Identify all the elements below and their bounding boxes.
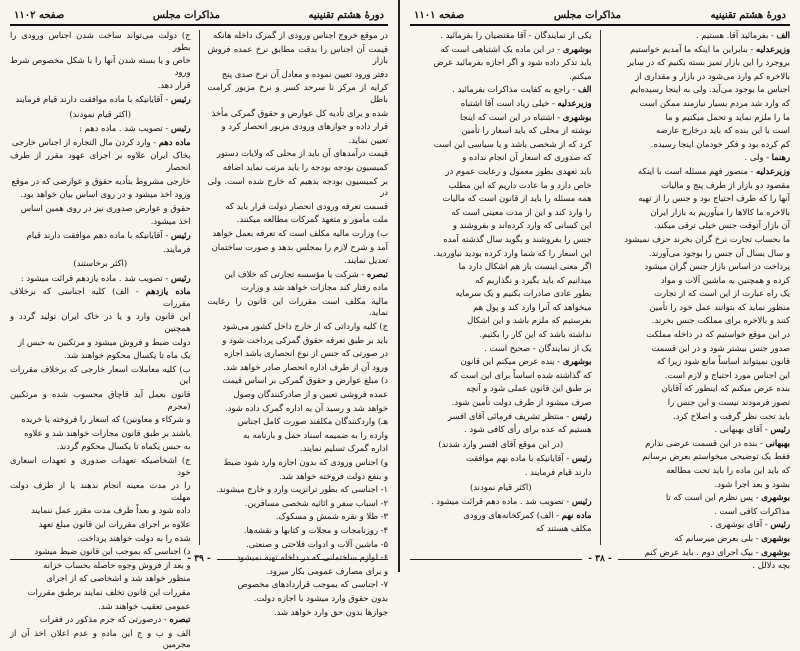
right-page-footer (410, 552, 790, 566)
footer-rule (410, 559, 582, 560)
text-line: بوشهری - پس نظرم این است که تا (665, 492, 790, 503)
text-line: مکلف هستند که (535, 523, 592, 534)
left-header-page: صفحه ۱۱۰۲ (14, 9, 65, 21)
text-line: بوشهری - بیک اجرای دوم . باید عرض کنم (644, 546, 790, 557)
text-line: منظور نماید که بتوانند عمل خود را تأمین (649, 301, 790, 312)
text-line: بدون حقوق وارد میشود با اجازه دولت. (253, 592, 388, 603)
text-line: صدور جنس بیشتر شود و در این قسمت (651, 342, 790, 353)
column-rule (199, 30, 200, 545)
text-line: تصور فرمودند نیست و این جنس را (667, 397, 790, 408)
text-line: منظور خواهد شد و اشخاصی که از اجرای (46, 573, 191, 584)
text-line: پرداخت در اساس بازار جنس گران میشود (644, 261, 790, 272)
text-line: تبصره - شرکت یا مؤسسه تجارتی که خلاف این (224, 268, 388, 279)
text-line: ما بحساب تجارت نرخ گران بخرند حرف نمیشود (624, 233, 790, 244)
text-line: آنها را که طرف احتیاج بود و جنس را از تهیه (638, 193, 790, 204)
text-line: قانون نمیتواند اساساً مانع شود زیرا که (656, 356, 790, 367)
text-line: ۱- اجناسی که بطور ترانزیت وارد و خارج میشوند. (216, 484, 388, 495)
text-line: یک از نمایندگان - صحیح است . (484, 342, 592, 353)
text-line: قیمت درآمدهای آن باید از محلی که ولایات دستور (216, 148, 388, 159)
text-line: ۲- اسباب سفر و اثاثیه شخصی مسافرین. (244, 497, 388, 508)
text-line: بالاخره کم وارد می‌شود در بازار و مقداری از (635, 70, 790, 81)
text-line: ج) کلیه وارداتی که از خارج داخل کشور می‌شود (222, 321, 388, 332)
left-page (0, 0, 400, 650)
text-line: بفرستیم که ملزم باشد و این اشکال (467, 315, 592, 326)
text-line: در صورتی که جنس از نوع انحصاری باشد اجازه (223, 348, 388, 359)
text-line: بشود و بعد اجرا شود. (714, 478, 790, 489)
text-line: فقط یک توضیحی میخواستم بعرض برسانم (642, 451, 790, 462)
text-line: ۵- ماشین آلات و ادوات فلاحتی و صنعتی. (246, 538, 388, 549)
text-line: علاوه بر اجرای مقررات این قانون مبلغ تعهد (38, 518, 191, 529)
text-line: یک ماه تا یکسال محکوم خواهند شد. (64, 350, 191, 361)
text-line: بالاخره ما کالاها را میآوریم به بازار ایران (650, 206, 790, 217)
text-line: کم کرده بود و فکر خودمان اینجا رسیده. (650, 138, 790, 149)
text-line: وارده را به ضمیمه اسناد حمل و بارنامه به (242, 429, 388, 440)
text-line: وزیرعدلیه - خیلی زیاد است آقا اشتباه (460, 97, 592, 108)
text-line: میکنم. (569, 70, 592, 81)
left-header-term: دورهٔ هشتم تقنینیه (308, 9, 384, 21)
text-line: بچه دلالل . (752, 560, 790, 571)
right-page-column-right (609, 30, 791, 571)
text-line: اجناس ما بوجود می‌آید. ولی به اینجا رسیده‌ایم (630, 84, 790, 95)
left-page-footer (10, 552, 388, 566)
text-line: و سال بسال آن جنس را بوجود می‌آورند. (648, 247, 790, 258)
text-line: بوشهری - بلی بعرض میرسانم که (674, 532, 790, 543)
text-line: دفتر ورود تعیین نموده و معادل آن نرخ صدی پنج (221, 68, 388, 79)
text-line: حقوق و عوارض صدوری نیز در روی همین اساس (20, 202, 191, 213)
text-line: هستیم که عده برای رأی کافی شود . (464, 424, 592, 435)
text-line: و بنفع دولت فروخته خواهد شد. (278, 470, 388, 481)
text-line: را وارد کند و این از مدت معینی است که (451, 206, 592, 217)
text-line: که باید این ماده را باید تحت مطالعه (666, 465, 790, 475)
text-line: رهنما - ولی . (744, 152, 790, 163)
text-line: قسمت تعرفه ورودی انحصار دولت قرار باید که (225, 200, 388, 211)
text-line: الف و ب و ج این ماده و عدم اعلان اخذ آن از مجرمین (9, 627, 191, 650)
text-line: بهبهانی - بنده در این قسمت عرضی ندارم (645, 437, 790, 448)
text-line: ۷- اجناسی که بموجب قراردادهای مخصوص (237, 579, 388, 590)
text-line: صرف میشود از طرف دولت تأمین شود. (451, 397, 592, 408)
text-line: بطور عادی صادرات بکنیم و یک سرمایه (455, 288, 592, 299)
footer-rule (10, 559, 181, 560)
text-line: ملت مأمور و متعهد گمرکات مطالعه میکنند. (236, 214, 388, 225)
text-line: وزیرعدلیه - منصور فهم مسئله است با اینکه (637, 165, 790, 176)
text-line: است یا این بنده که باید درخارج عارضه (656, 125, 790, 136)
text-line: جوازها بدون حق وارد خواهد شد. (273, 606, 388, 617)
text-line: آن بازار آنوقت جنس خیلی ترقی میکند. (654, 220, 790, 231)
text-line: عمومی تعقیب خواهند شد. (98, 600, 191, 611)
text-line: د) مبلغ عوارض و حقوق گمرکی بر اساس قیمت (222, 375, 388, 386)
text-line: بر کمیسیون بودجه بدهیم که خارج شده است. ولی در (207, 175, 388, 198)
text-line: باید تذکر داده شود و اگر اجازه بفرمائید عرض (433, 57, 592, 68)
text-line: تبصره - درصورتی که جرم مذکور در فقرات (39, 614, 191, 625)
left-page-column-right (207, 30, 388, 617)
text-line: باید بر طبق تعرفه حقوق گمرکی پرداخت شود و (222, 334, 388, 345)
column-rule (600, 30, 601, 545)
text-line: آمد و شرح لازم را بمجلس بدهد و صورت ساختمان (211, 241, 388, 252)
text-line: باید تعهدی بطور معمول و رعایت عموم در (445, 165, 592, 176)
right-page-number: - ۳۸ - (588, 554, 612, 564)
right-page-header (410, 6, 790, 26)
text-line: میدانیم که باید بگیرد و نگذاریم که (475, 274, 592, 285)
text-line: هـ) واردکنندگان مکلفند صورت کامل اجناس (237, 416, 388, 427)
text-line: دارند قیام فرمایند . (524, 467, 592, 477)
text-line: یکی از نمایندگان - آقا مقتضیان را بفرمائید . (440, 30, 592, 40)
text-line: این اجناس مورد احتیاج و لازم است. (664, 369, 790, 380)
text-line: الف - راجع به کفایت مذاکرات بفرمائید . (452, 84, 592, 95)
text-line: باشند بر طبق قانون مجازات خواهند شد و علاوه (24, 427, 191, 438)
text-line: باید تحت نظر گرفت و اصلاح کرد. (672, 410, 790, 421)
text-line: ورود آن از طرف اداره انحصار صادر خواهد شد. (223, 361, 388, 372)
text-line: قرار دهد. (157, 80, 191, 91)
text-line: و شرکاء و معاونین) که اسعار را فروخته یا خریده (21, 414, 191, 425)
text-line: ماده رفتار کند مجازات خواهد شد و وزارت (240, 282, 388, 293)
text-line: خاص و یا بسته شدن آنها را با شکل مخصوص شرط ورود (9, 55, 191, 77)
text-line: رئیس - آقای بهبهانی . (714, 424, 790, 435)
text-line: ما را ملزم نماید و تحمل میکنیم و ما (665, 111, 790, 122)
text-line: رئیس - آقایانیکه با ماده موافقت دارند قیام فرمایند (15, 93, 191, 104)
text-line: به حبس یکماه تا یکسال محکوم گردند. (56, 441, 191, 452)
text-line: خاص دارد و ما عادت داریم که این مطلب (448, 179, 592, 190)
text-line: ۳- طلا و نقره شمش و مسکوک. (275, 511, 388, 522)
text-line: تعدیل نمایند. (344, 255, 388, 266)
text-line: دولت ضبط و فروش میشود و مرتکبین به حبس از (17, 336, 191, 347)
text-line: در موقع خروج اجناس ورودی از گمرک داخله هانکه (212, 30, 388, 40)
right-page-column-left (410, 30, 592, 545)
text-line: ماده دهم - وارد کردن مال التجاره از اجناس خارجی (11, 136, 191, 147)
text-line: این اسعار را که شما وارد کرده بودید نیاوردید. (433, 247, 592, 258)
text-line: همه مسئله را باید از قانون است که مالیات (442, 193, 592, 204)
text-line: شده و برای تأدیه کل عوارض و حقوق گمرکی مأخذ (211, 107, 388, 118)
text-line: و برای مصارف عمومی بکار میرود. (266, 565, 388, 576)
right-header-term: دورهٔ هشتم تقنینیه (710, 9, 786, 21)
text-line: بروجرد را این بازار تمیز بسته بکنیم که در سایر (627, 57, 790, 68)
text-line: خواهد شد و رسید آن به اداره گمرک داده شود. (224, 402, 388, 413)
text-line: یک راه عبارت از این است که از تجارت (654, 288, 790, 299)
text-line: ماده نهم - الف) کمرکخانه‌های ورودی (463, 509, 592, 520)
text-line: مالیه مکلف است مقررات این قانون را رعایت نماید. (207, 295, 388, 318)
text-line: بر طبق این قانون عملی شود و آنچه (466, 383, 592, 394)
text-line: رئیس - آقایانیکه با ماده دهم موافقت دارند قیام (26, 229, 191, 240)
text-line: کنند و بالاخره برای مملکت جنس بخرند. (651, 315, 790, 326)
text-line: داده شود و بعداً ظرف مدت مقرر عمل ننمایند (31, 505, 191, 516)
text-line: این کسانی که وارد کرده‌اند و بفروشند و (452, 220, 592, 231)
text-line: کرد که از شخصی باشد و یا سیاسی این است (433, 138, 592, 149)
text-line: و بعد از فروش وجوه حاصله بحساب خزانه (43, 559, 191, 570)
text-line: (در این موقع آقای افسر وارد شدند) (438, 438, 564, 449)
text-line: کمیسیون بودجه بودجه را باید مرتب نماید اضافه (222, 161, 388, 172)
text-line: قرار داده و جوازهای ورودی مزبور انحصار کرد و (221, 121, 388, 132)
text-line: نوشته از محلی که باید اسعار را تأمین (461, 125, 592, 136)
text-line: رئیس - آقایانیکه با ماده نهم موافقت (465, 453, 592, 464)
text-line: کرده و همچنین به ماشین آلات و مواد (660, 274, 790, 285)
text-line: بوشهری - در این ماده یک اشتباهی است که (440, 43, 592, 54)
left-page-column-left (9, 30, 191, 650)
text-line: عمده فروشی تعیین و از صادرکنندگان وصول (233, 389, 388, 400)
text-line: نداشته باشد که این کار را بکنیم. (479, 329, 592, 340)
text-line: رئیس - تصویب شد . ماده دهم قرائت میشود . (430, 496, 592, 507)
text-line: بوشهری - اشتباه در این است که اینجا (459, 111, 592, 122)
left-page-header (10, 6, 388, 26)
text-line: مقصود دو بازار از طرف پنج و مالیات (661, 179, 790, 190)
text-line: اخذ میشود. (150, 216, 191, 227)
text-line: رئیس - تصویب شد . ماده یازدهم قرائت میشود : (20, 272, 191, 283)
text-line: را در مدت معینه انجام ندهند یا از طرف دولت مهلت (9, 480, 191, 502)
text-line: ماده یازدهم - الف) کلیه اجناسی که برخلاف مقررات (9, 286, 191, 308)
text-line: بوشهری - بنده عرض میکنم این قانون (460, 356, 592, 367)
text-line: ۴- روزنامجات و مجلات و کتابها و نقشه‌ها. (243, 524, 388, 535)
text-line: ب) کلیه معاملات اسعار خارجی که برخلاف مقررات این (9, 363, 191, 386)
text-line: ج) اشخاصیکه تعهدات صدوری و تعهدات اسعاری خود (9, 455, 191, 477)
text-line: شده را به دولت خواهند پرداخت. (77, 532, 191, 543)
left-header-title: مذاکرات مجلس (152, 9, 221, 21)
text-line: میخواهد که آنرا وارد کند و پول هم (473, 301, 592, 312)
text-line: (اکثر قیام نمودند) (69, 108, 132, 119)
text-line: بنده عرض میکنم که اینطور که آقایان (661, 383, 790, 394)
text-line: د) اجناسی که بموجب این قانون ضبط میشود (34, 546, 191, 557)
text-line: قیمت آن اجناس را بدقت مطابق نرخ عمده فروش بازار (207, 43, 388, 66)
text-line: اگر معنی اینست باز هم اشکال دارد ما (458, 261, 592, 272)
right-page (400, 0, 800, 572)
text-line: الف - بفرمائید آقا. هستیم . (696, 30, 790, 40)
text-line: اداره گمرک تسلیم نمایند. (299, 443, 388, 454)
text-line: کرایه از مرکز تا سرحد کسر و نرخ مزبور کرامت باطل (207, 82, 388, 104)
text-line: رئیس - آقای بوشهری . (710, 519, 790, 530)
text-line: بخاک ایران علاوه بر اجرای عهود مقرر از طرف انحصار (9, 150, 191, 172)
text-line: مذاکرات کافی است . (714, 505, 790, 516)
footer-rule (618, 559, 790, 560)
text-line: این قانون وارد و یا در خاک ایران تولید گردد و همچنین (9, 311, 191, 334)
text-line: و) اجناس ورودی که بدون اجازه وارد شود ضبط (223, 457, 388, 467)
text-line: مقررات این قانون تخلف نمایند برطبق مقررات (27, 586, 191, 597)
text-line: در این موقع خواستیم که در داخله مملکت (646, 329, 790, 340)
text-line: رئیس - منتظر تشریف فرمائی آقای افسر (447, 410, 592, 421)
text-line: که گذاشته شده اساساً برای این است که (449, 369, 592, 380)
text-line: ج) دولت می‌تواند ساخت شدن اجناس ورودی را بطور (9, 30, 191, 52)
text-line: تعیین نماید. (348, 134, 388, 145)
text-line: وزیرعدلیه - بنابراین ما اینکه ما آمدیم خواستیم (630, 43, 790, 54)
text-line: فرمایند. (162, 243, 191, 254)
text-line: که وارد شد مردم بسیار نیازمند ممکن است (639, 97, 790, 108)
right-header-page: صفحه ۱۱۰۱ (414, 9, 465, 21)
text-line: که صدوری که اسعار آن انجام نداده و (462, 152, 592, 163)
text-line: رئیس - تصویب شد . ماده دهم : (79, 123, 191, 134)
right-header-title: مذاکرات مجلس (553, 9, 622, 21)
text-line: جنس را بفروشند و بگوید سال گذشته آمده (443, 233, 592, 244)
text-line: ب) وزارت مالیه مکلف است که تعرفه بعمل خواهد (212, 227, 388, 238)
text-line: ورود اخذ میشود و در روی اساس بیان خواهد بود. (20, 189, 191, 200)
text-line: ۶- لوازم ساختمانی که در داخله تهیه نمیشود (236, 552, 388, 563)
text-line: خارجی مشروط بتأدیه حقوق و عوارضی که در موقع (11, 175, 191, 186)
footer-rule (217, 559, 388, 560)
text-line: (اکثر قیام نمودند) (469, 481, 532, 492)
left-page-number: - ۳۹ - (187, 554, 211, 564)
text-line: قانون بعمل آید قاچاق محسوب شده و مرتکبین (مجرم (9, 389, 191, 411)
text-line: (اکثر برخاستند) (73, 258, 128, 269)
